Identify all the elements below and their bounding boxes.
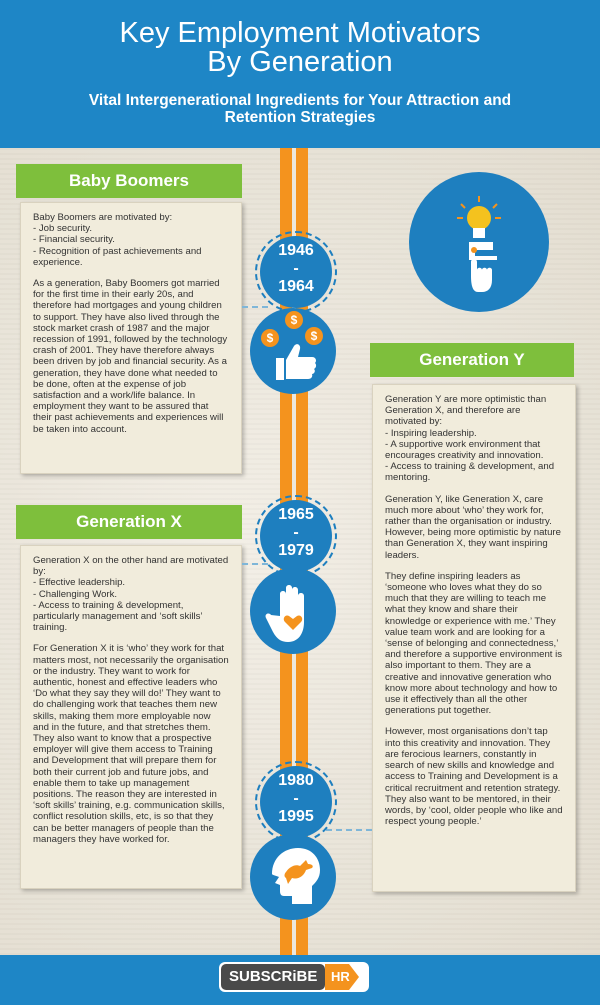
year-end: 1964 xyxy=(278,278,314,295)
svg-text:$: $ xyxy=(266,331,274,345)
year-end: 1995 xyxy=(278,808,314,825)
genx-description: For Generation X it is ‘who’ they work for that matters most, not necessarily the organisation or the industry. They want to work for authentic, honest and effective leaders who ‘Do what they say they will do!’ They want to do challenging work that teaches them new skills, making them more employable now and in the future, and that stretches them. They also want to know that a prospective employer will give them access to Training and Development that will prepare them for both their current job and future jobs, and enable them to take up management positions. The reason they are interested in ‘soft skills’ training, e.g. communication skills, conflict resolution skills, etc, is so that they can be better managers of people than the managers they have worked for. xyxy=(33,643,229,845)
years-badge-genx xyxy=(260,500,332,572)
page-subtitle: Vital Intergenerational Ingredients for Your Attraction and Retention Strategies xyxy=(88,92,512,126)
year-start: 1946 xyxy=(278,242,314,259)
subscribe-label: SUBSCRiBE xyxy=(229,968,318,985)
heading-generation-y: Generation Y xyxy=(370,343,574,377)
year-start: 1980 xyxy=(278,772,314,789)
year-dash: - xyxy=(293,260,299,277)
year-start: 1965 xyxy=(278,506,314,523)
geny-description-2: They define inspiring leaders as ‘someone who loves what they do so much that they are willing to teach me what they know and share their knowledge or experience with me.’ They value team work and are looking for a ‘sense of belonging and connectedness,’ and therefore a supportive environment is also important to them. They are a creative and innovative generation who know more about technology and how to use it effectively than all the other generations put together. xyxy=(385,570,563,717)
year-dash: - xyxy=(293,524,299,541)
subscribe-hr-logo[interactable] xyxy=(219,962,369,992)
hand-heart-icon xyxy=(250,568,336,654)
geny-description-3: However, most organisations don’t tap into this creativity and innovation. They are ferocious learners, constantly in search of new skills and knowledge and access to Training and Development is a critical recruitment and retention strategy. They also want to be mentored, in their words, by ‘cool, older people who like and respect young people.’ xyxy=(385,726,563,828)
year-dash: - xyxy=(293,790,299,807)
panel-baby-boomers xyxy=(20,202,242,474)
years-badge-geny xyxy=(260,766,332,838)
geny-description-1: Generation Y, like Generation X, care much more about ‘who’ they work for, rather than the organisation or industry. However, being more optimistic by nature than Generation X, they want inspiring leaders. xyxy=(385,493,561,561)
connector-geny xyxy=(326,829,372,831)
panel-generation-x xyxy=(20,545,242,889)
year-end: 1979 xyxy=(278,542,314,559)
svg-text:$: $ xyxy=(310,329,318,343)
page-title-line1: Key Employment Motivators xyxy=(119,17,481,49)
boomers-description: As a generation, Baby Boomers got married for the first time in their early 20s, and therefore had mortgages and young children to support. They have also lived through the stock market crash of 1987 and the major recession of 1991, followed by the technology crash of 2001. They have therefore always been driven by job and financial security. As a generation, they have done what needed to be done, often at the expense of job satisfaction and a work/life balance. In employment they want to be assured that their past achievements and experiences will be taken into account. xyxy=(33,278,228,435)
header xyxy=(0,0,600,148)
years-badge-boomers xyxy=(260,236,332,308)
panel-generation-y xyxy=(372,384,576,892)
heading-baby-boomers: Baby Boomers xyxy=(16,164,242,198)
heading-generation-x: Generation X xyxy=(16,505,242,539)
geny-motivators: Generation Y are more optimistic than Generation X, and therefore are motivated by: - Inspiring leadership. - A supportive work environment that encourages creativity and innovation. - Access to training & development, and mentoring. xyxy=(385,394,555,484)
head-bird-icon xyxy=(250,834,336,920)
lightbulb-hand-icon xyxy=(409,172,549,312)
genx-motivators: Generation X on the other hand are motivated by: - Effective leadership. - Challenging Work. - Access to training & development, particularly management and ‘soft skills’ training. xyxy=(33,555,229,634)
hr-label: HR xyxy=(331,969,350,984)
svg-text:$: $ xyxy=(290,313,298,327)
dollar-thumbs-up-icon xyxy=(250,308,336,394)
connector-genx xyxy=(242,563,268,565)
page-title-line2: By Generation xyxy=(207,46,393,78)
boomers-motivators: Baby Boomers are motivated by: - Job security. - Financial security. - Recognition of past achievements and experience. xyxy=(33,212,202,268)
